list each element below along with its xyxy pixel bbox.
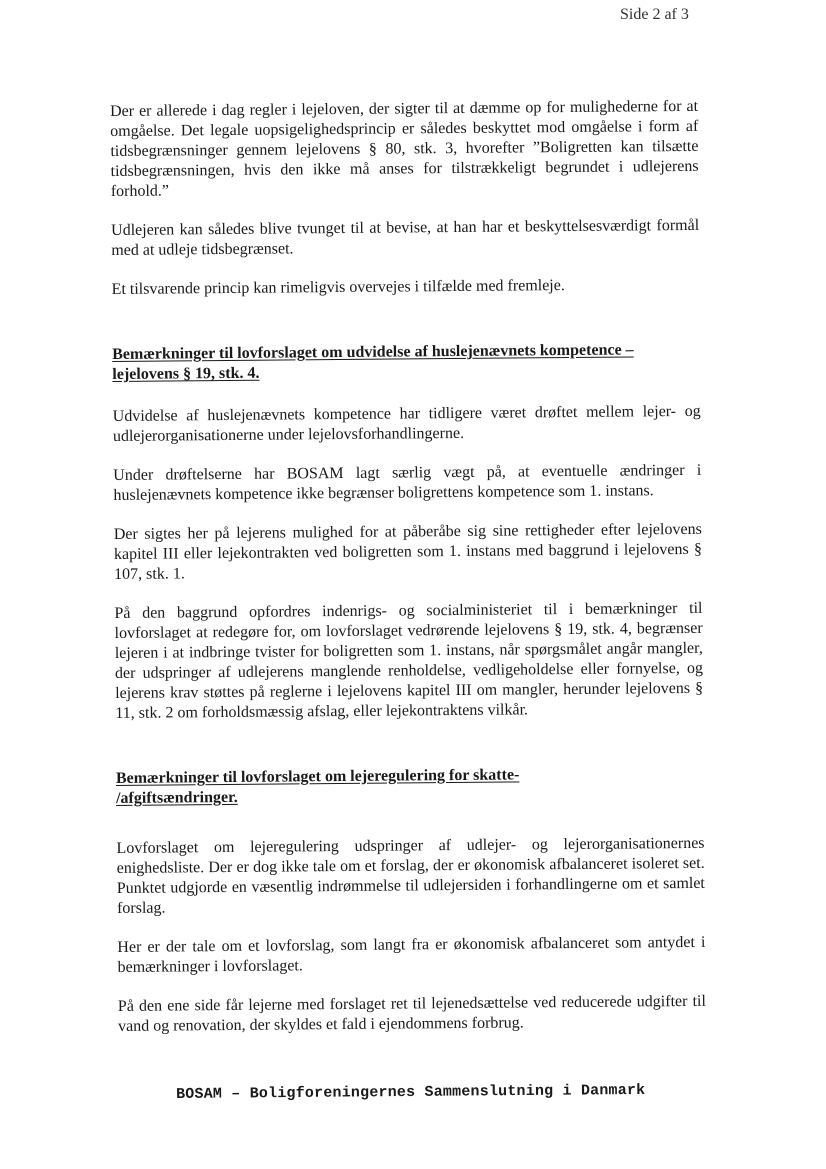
paragraph-omgaaelse: Der er allerede i dag regler i lejeloven, der sigter til at dæmme op for mulighederne for at omgåelse. Det legale uopsigelighedsprincip er således beskyttet mod omgåelse i form af tidsbegrænsninger gennem lejelovens § 80, stk. 3, hvorefter ”Boligretten kan tilsætte tidsbegrænsningen, hvis den ikke må anses for tilstrækkeligt begrundet i udlejerens forhold.” (110, 97, 699, 200)
paragraph-afbalanceret: Her er der tale om et lovforslag, som langt fra er økonomisk afbalanceret som antydet i bemærkninger i lovforslaget. (117, 933, 706, 976)
footer-organization: BOSAM – Boligforeningernes Sammenslutning i Danmark (176, 1081, 646, 1103)
paragraph-rettigheder: Der sigtes her på lejerens mulighed for at påberåbe sig sine rettigheder efter lejelovens kapitel III eller lejekontrakten ved boligretten som 1. instans med baggrund i lejelovens § 107, stk. 1. (113, 520, 703, 583)
section-heading-huslejenaevn-line1: Bemærkninger til lovforslaget om udvidelse af huslejenævnets kompetence – (112, 341, 634, 363)
paragraph-opfordring: På den baggrund opfordres indenrigs- og socialministeriet til i bemærkninger til lovforslaget at redegøre for, om lovforslaget vedrørende lejelovens § 19, stk. 4, begrænser lejeren i at indbringe tvister for boligretten som 1. instans, når spørgsmålet angår mangler, der udspringer af udlejerens manglende renholdelse, vedligeholdelse eller fornyelse, og lejerens krav støttes på reglerne i lejelovens kapitel III om mangler, herunder lejelovens § 11, stk. 2 om forholdsmæssig afslag, eller lejekontraktens vilkår. (114, 599, 704, 722)
paragraph-droeftelser: Under drøftelserne har BOSAM lagt særlig vægt på, at eventuelle ændringer i huslejenævnets kompetence ikke begrænser boligrettens kompetence som 1. instans. (113, 461, 702, 504)
page-number: Side 2 af 3 (620, 6, 689, 23)
paragraph-enighedsliste: Lovforslaget om lejeregulering udspringer af udlejer- og lejerorganisationernes enighedsliste. Der er dog ikke tale om et forslag, der er økonomisk afbalanceret isoleret set. Punktet udgjorde en væsentlig indrømmelse til udlejersiden i forhandlingerne om et samlet forslag. (116, 834, 705, 917)
section-heading-huslejenaevn-line2: lejelovens § 19, stk. 4. (112, 364, 260, 383)
paragraph-fremleje: Et tilsvarende princip kan rimeligvis overvejes i tilfælde med fremleje. (111, 277, 565, 298)
paragraph-bevisbyrde: Udlejeren kan således blive tvunget til at bevise, at han har et beskyttelsesværdigt formål med at udleje tidsbegrænset. (111, 216, 700, 259)
paragraph-lejenedsaettelse: På den ene side får lejerne med forslaget ret til lejenedsættelse ved reducerede udgifter til vand og renovation, der skyldes et fald i ejendommens forbrug. (117, 992, 706, 1035)
section-heading-lejeregulering (116, 764, 704, 809)
section-heading-lejeregulering-line1: Bemærkninger til lovforslaget om lejeregulering for skatte- (115, 766, 520, 787)
section-heading-lejeregulering-line2: /afgiftsændringer. (116, 788, 238, 807)
document-body (110, 97, 706, 1037)
paragraph-udvidelse: Udvidelse af huslejenævnets kompetence har tidligere været drøftet mellem lejer- og udlejerorganisationerne under lejelovsforhandlingerne. (112, 402, 701, 445)
section-heading-huslejenaevn (112, 340, 700, 385)
